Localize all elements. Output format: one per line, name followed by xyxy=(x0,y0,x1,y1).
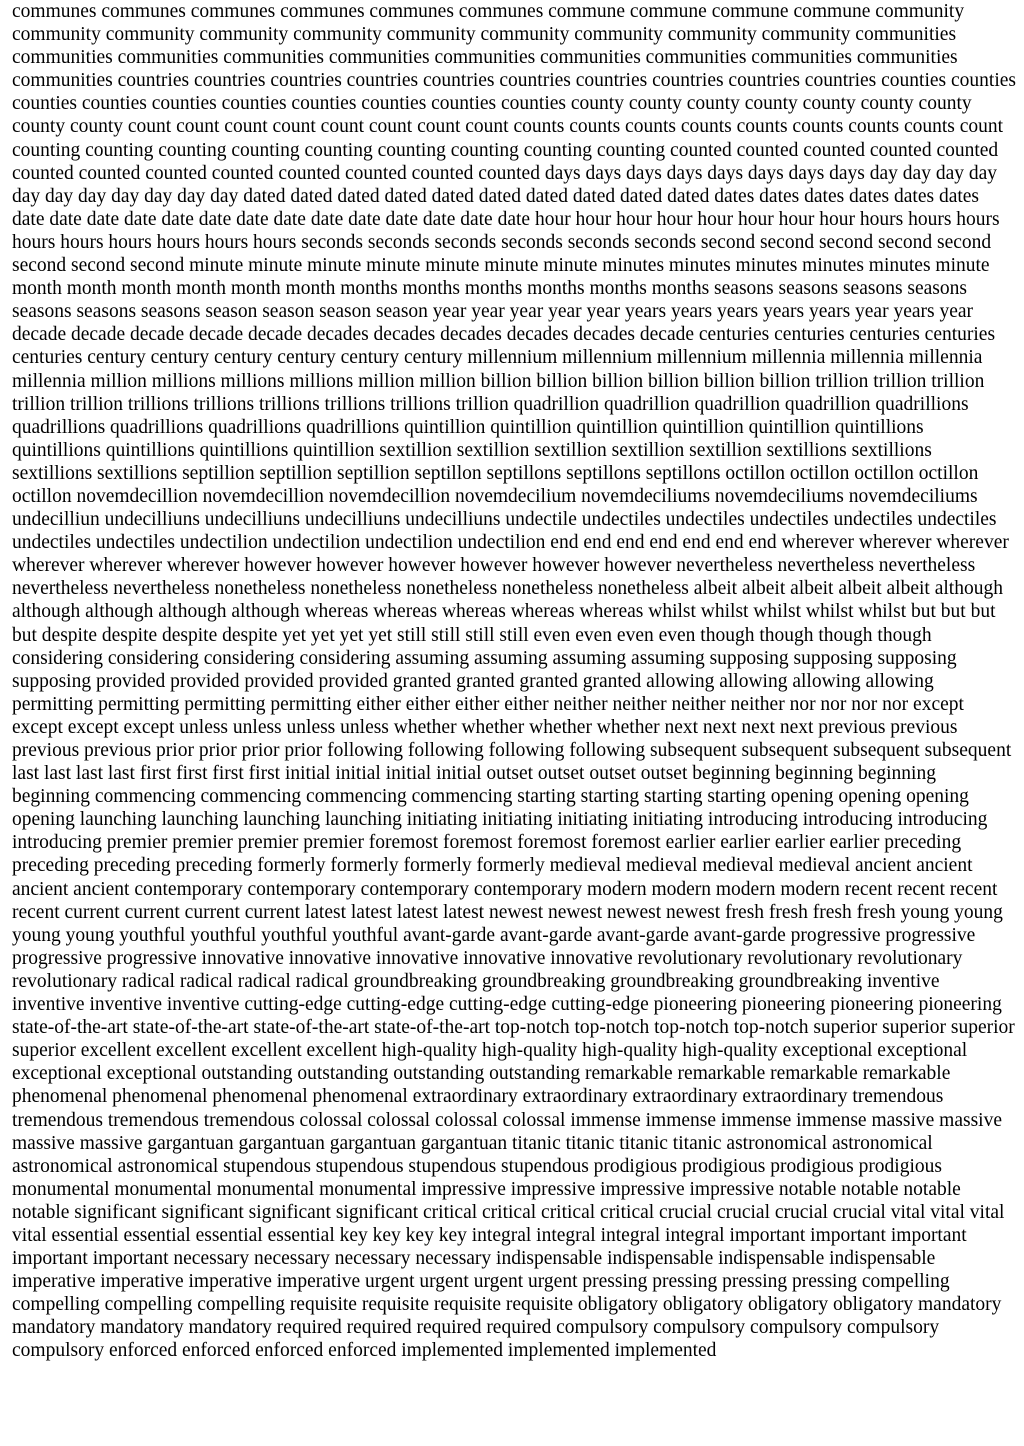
document-body-text: communes communes communes communes communes communes commune commune commune commune community community community community community community community community community community communities communities communities communities communities communities communities communities communities communities communities countries countries countries countries countries countries countries countries countries countries counties counties counties counties counties counties counties counties counties counties county county county county county county county county county count count count count count count count count counts counts counts counts counts counts counts counts count counting counting counting counting counting counting counting counting counting counted counted counted counted counted counted counted counted counted counted counted counted counted days days days days days days days days day day day day day day day day day day day dated dated dated dated dated dated dated dated dated dated dates dates dates dates dates dates date date date date date date date date date date date date date date hour hour hour hour hour hour hour hour hours hours hours hours hours hours hours hours hours seconds seconds seconds seconds seconds seconds second second second second second second second second minute minute minute minute minute minute minute minutes minutes minutes minutes minutes minute month month month month month month months months months months months months seasons seasons seasons seasons seasons seasons seasons season season season season year year year year year years years years years years year years year decade decade decade decade decade decades decades decades decades decades decade centuries centuries centuries centuries centuries century century century century century century millennium millennium millennium millennia millennia millennia millennia million millions millions millions million million billion billion billion billion billion billion trillion trillion trillion trillion trillion trillions trillions trillions trillions trillions trillion quadrillion quadrillion quadrillion quadrillion quadrillions quadrillions quadrillions quadrillions quadrillions quintillion quintillion quintillion quintillion quintillion quintillions quintillions quintillions quintillions quintillion sextillion sextillion sextillion sextillion sextillion sextillions sextillions sextillions sextillions septillion septillion septillion septillon septillons septillons septillons octillon octillon octillon octillon octillon novemdecillion novemdecillion novemdecillion novemdecilium novemdeciliums novemdeciliums novemdeciliums undecilliun undecilliuns undecilliuns undecilliuns undecilliuns undectile undectiles undectiles undectiles undectiles undectiles undectiles undectiles undectilion undectilion undectilion undectilion end end end end end end end wherever wherever wherever wherever wherever wherever however however however however however however nevertheless nevertheless nevertheless nevertheless nevertheless nonetheless nonetheless nonetheless nonetheless nonetheless albeit albeit albeit albeit albeit although although although although although whereas whereas whereas whereas whereas whilst whilst whilst whilst whilst but but but but despite despite despite despite yet yet yet yet still still still still even even even even though though though though considering considering considering considering assuming assuming assuming assuming supposing supposing supposing supposing provided provided provided provided granted granted granted granted allowing allowing allowing allowing permitting permitting permitting permitting either either either either neither neither neither neither nor nor nor nor except except except except unless unless unless unless whether whether whether whether next next next next previous previous previous previous prior prior prior prior following following following following subsequent subsequent subsequent subsequent last last last last first first first first initial initial initial initial outset outset outset outset beginning beginning beginning beginning commencing commencing commencing commencing starting starting starting starting opening opening opening opening launching launching launching launching initiating initiating initiating initiating introducing introducing introducing introducing premier premier premier premier foremost foremost foremost foremost earlier earlier earlier earlier preceding preceding preceding preceding formerly formerly formerly formerly medieval medieval medieval medieval ancient ancient ancient ancient contemporary contemporary contemporary contemporary modern modern modern modern recent recent recent recent current current current current latest latest latest latest newest newest newest newest fresh fresh fresh fresh young young young young youthful youthful youthful youthful avant-garde avant-garde avant-garde avant-garde progressive progressive progressive progressive innovative innovative innovative innovative innovative revolutionary revolutionary revolutionary revolutionary radical radical radical radical groundbreaking groundbreaking groundbreaking groundbreaking inventive inventive inventive inventive cutting-edge cutting-edge cutting-edge cutting-edge pioneering pioneering pioneering pioneering state-of-the-art state-of-the-art state-of-the-art state-of-the-art top-notch top-notch top-notch top-notch superior superior superior superior excellent excellent excellent excellent high-quality high-quality high-quality high-quality exceptional exceptional exceptional exceptional outstanding outstanding outstanding outstanding remarkable remarkable remarkable remarkable phenomenal phenomenal phenomenal phenomenal extraordinary extraordinary extraordinary extraordinary tremendous tremendous tremendous tremendous colossal colossal colossal colossal immense immense immense immense massive massive massive massive gargantuan gargantuan gargantuan gargantuan titanic titanic titanic titanic astronomical astronomical astronomical astronomical stupendous stupendous stupendous stupendous prodigious prodigious prodigious prodigious monumental monumental monumental monumental impressive impressive impressive impressive notable notable notable notable significant significant significant significant critical critical critical critical crucial crucial crucial crucial vital vital vital vital essential essential essential essential key key key key integral integral integral integral important important important important important necessary necessary necessary necessary indispensable indispensable indispensable indispensable imperative imperative imperative imperative urgent urgent urgent urgent pressing pressing pressing pressing compelling compelling compelling compelling requisite requisite requisite requisite obligatory obligatory obligatory obligatory mandatory mandatory mandatory mandatory required required required required compulsory compulsory compulsory compulsory compulsory enforced enforced enforced enforced implemented implemented implemented xyxy=(12,1,1016,1362)
